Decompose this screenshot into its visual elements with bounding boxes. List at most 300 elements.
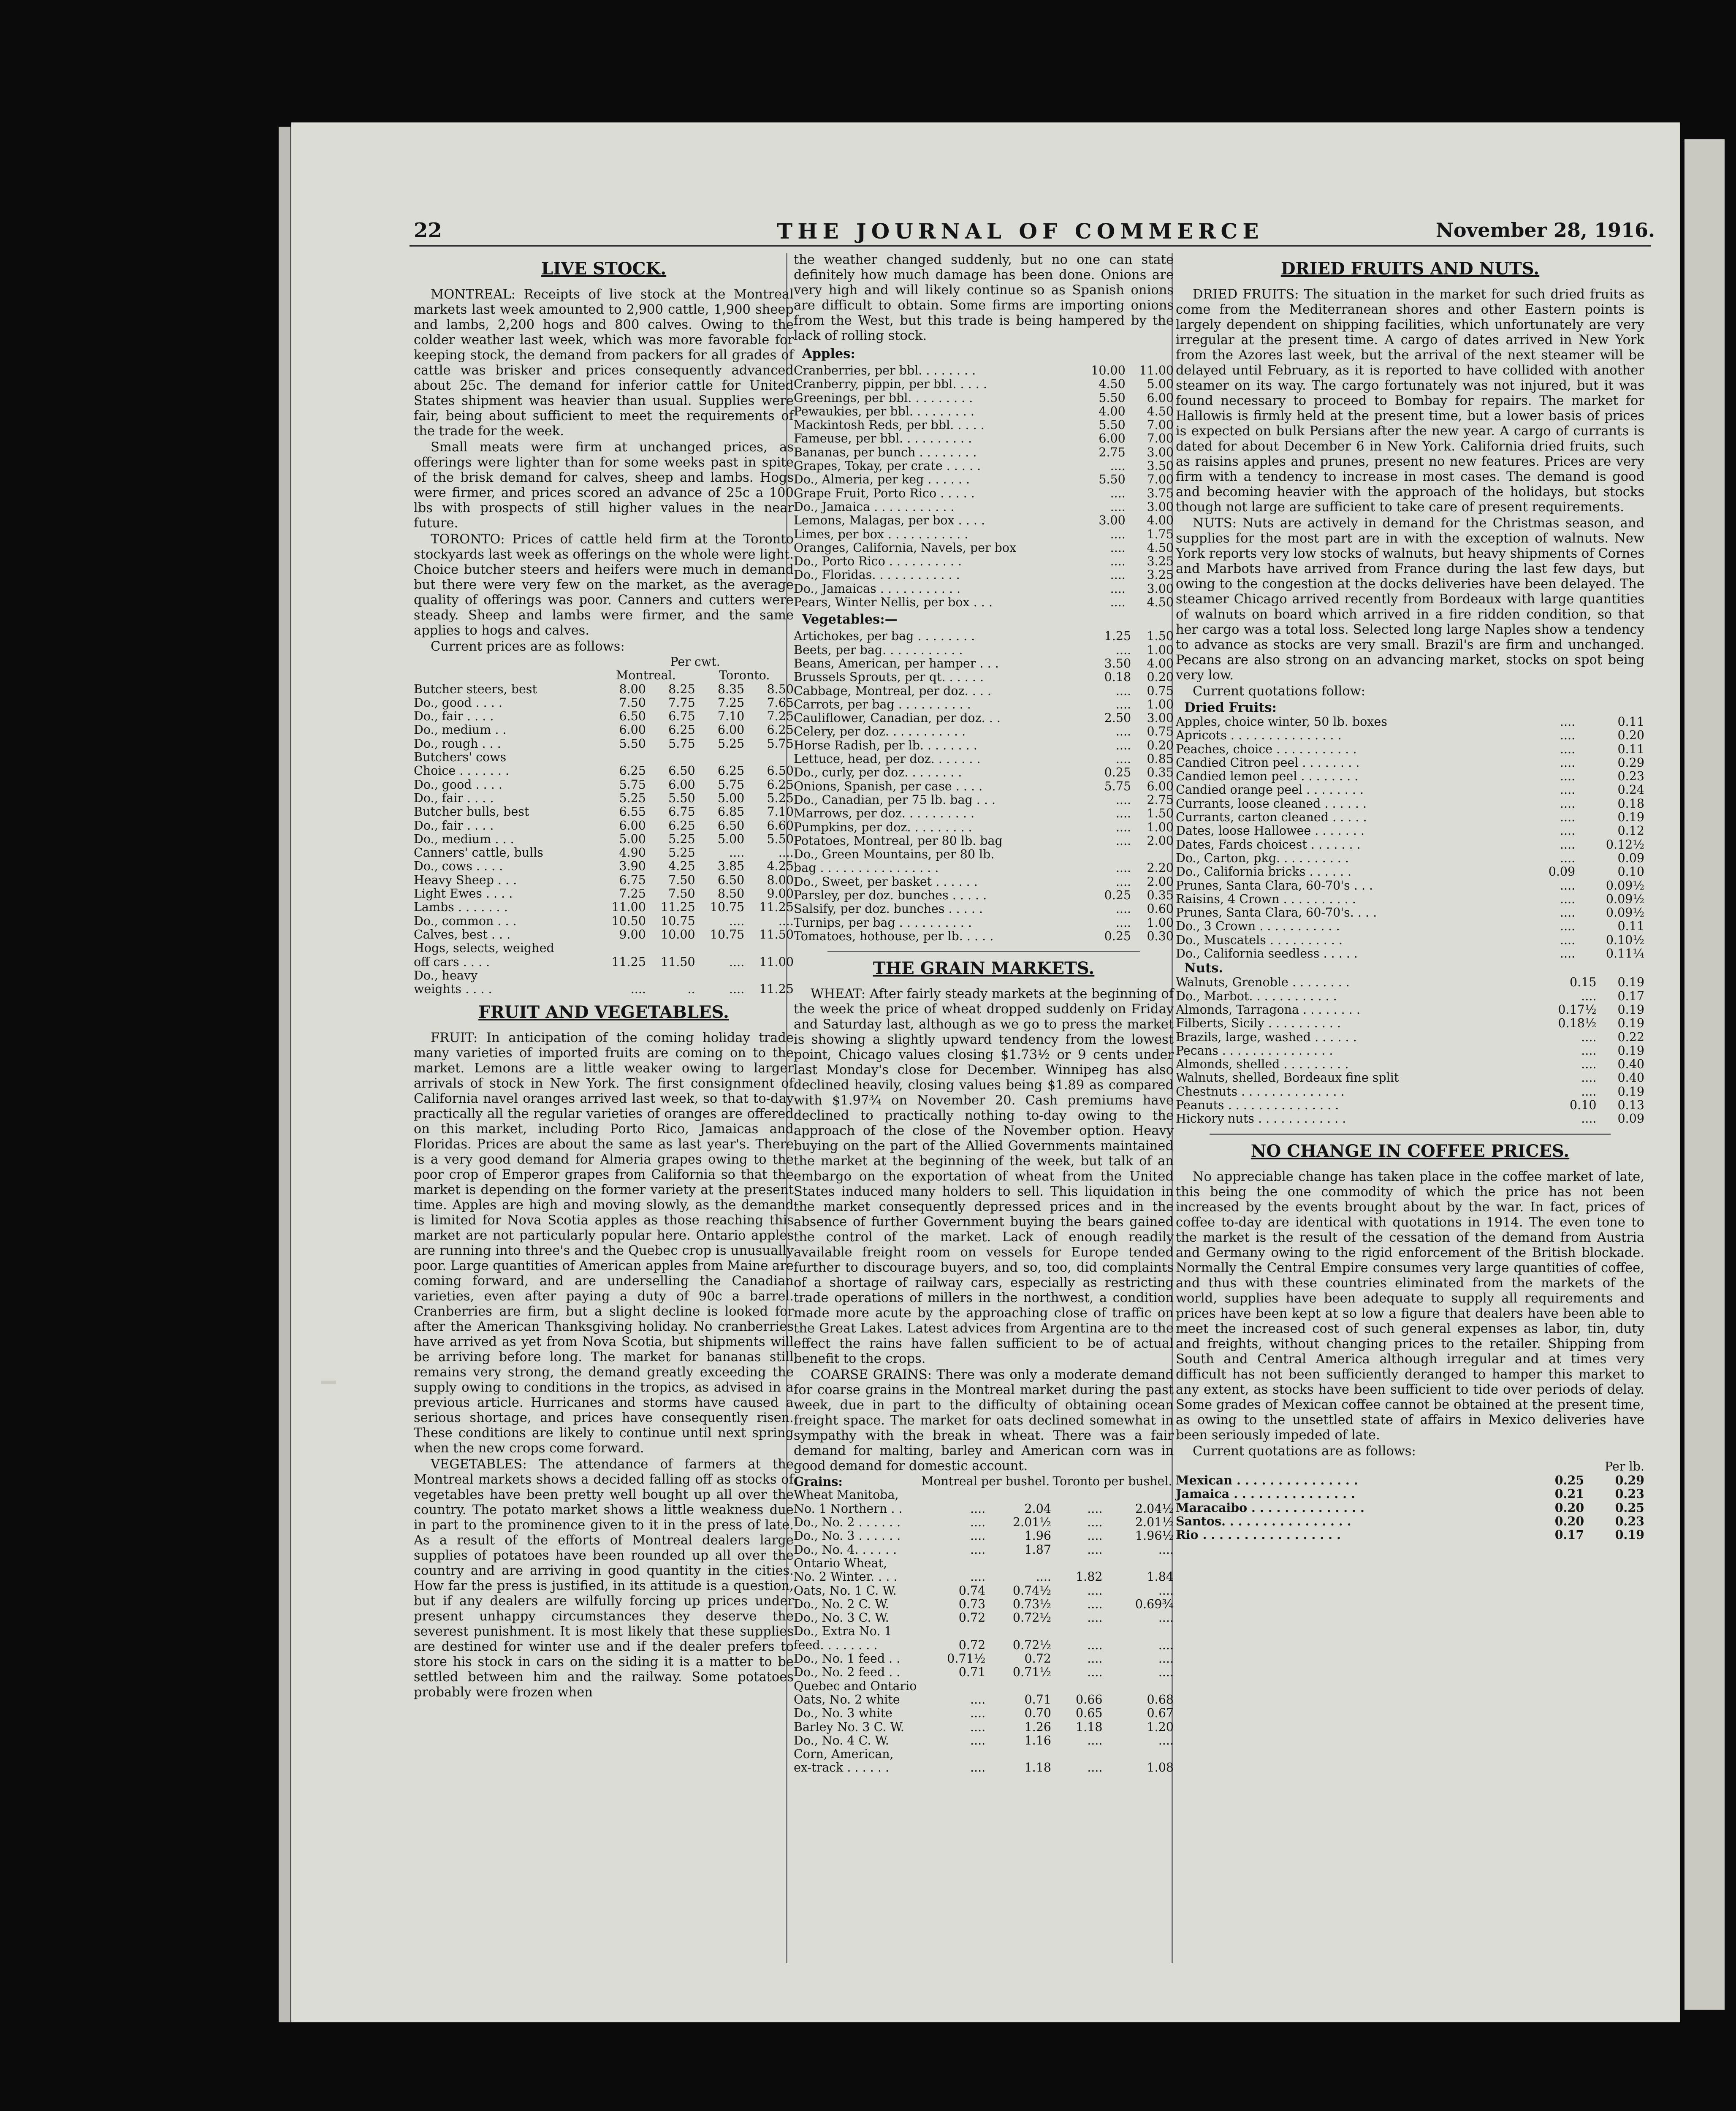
price-cell (1051, 1488, 1103, 1502)
price-cell: 1.84 (1147, 1570, 1174, 1584)
item-label: Beans, American, per hamper . . . (794, 656, 999, 670)
grain-row (794, 1516, 1174, 1529)
price-cell: .... (1087, 1733, 1103, 1747)
livestock-row (414, 969, 794, 982)
item-label: No. 1 Northern . . (794, 1501, 903, 1516)
price-cell (695, 942, 745, 955)
item-label: Do., medium . . (414, 723, 507, 737)
livestock-row (414, 737, 794, 751)
price-cell: 0.17 (1617, 989, 1644, 1003)
grain-row (794, 1707, 1174, 1720)
price-cell: .... (1115, 738, 1131, 752)
livestock-row (414, 955, 794, 969)
price-cell: 0.71½ (1012, 1665, 1051, 1680)
price-cell: .... (1581, 1084, 1597, 1099)
item-label: off cars . . . . (414, 955, 490, 969)
quotations-intro: Current quotations follow: (1193, 684, 1366, 699)
price-cell: 7.50 (668, 887, 695, 901)
item-label: Lettuce, head, per doz. . . . . . . (794, 752, 981, 766)
livestock-paragraph: Current prices are as follows: (431, 639, 625, 654)
price-cell: .... (1158, 1652, 1174, 1666)
price-cell (1131, 848, 1174, 861)
price-cell: .... (1115, 752, 1131, 766)
item-label: Do., California seedless . . . . . (1176, 947, 1358, 961)
price-cell: 1.08 (1147, 1761, 1174, 1775)
price-cell: .... (1110, 595, 1126, 610)
price-cell: 0.09½ (1606, 906, 1644, 920)
nut-row (1176, 1085, 1644, 1099)
item-label: Candied lemon peel . . . . . . . . (1176, 769, 1359, 784)
price-cell: 5.25 (717, 736, 745, 751)
vegetable-row (794, 725, 1174, 738)
livestock-row (414, 751, 794, 764)
price-cell: 0.29 (1617, 755, 1644, 770)
livestock-row (414, 887, 794, 901)
coffee-price-table (1176, 1460, 1644, 1542)
livestock-row (414, 778, 794, 792)
price-cell: 10.00 (1091, 364, 1126, 377)
dried-fruit-row (1176, 879, 1644, 893)
price-cell (985, 1557, 1051, 1570)
price-cell: 10.75 (710, 900, 745, 914)
price-cell: 0.19 (1617, 1043, 1644, 1058)
apples-row (794, 541, 1174, 555)
item-label: Do., Extra No. 1 (794, 1624, 892, 1639)
livestock-row (414, 723, 794, 737)
price-cell: .... (1560, 933, 1576, 947)
price-cell: 10.75 (661, 914, 695, 928)
item-label: Do., 3 Crown . . . . . . . . . . . (1176, 919, 1340, 933)
livestock-paragraph: MONTREAL: Receipts of live stock at the Montreal markets last week amounted to 2,900 cattle, 1,900 sheep and lambs, 2,200 hogs and 800 calves. Owing to the colder weather last week, which was more favorable for keeping stock, the demand from packers for all grades of cattle was brisker and prices consequently advanced about 25c. The demand for inferior cattle for United States shipment was heavier than usual. Supplies were fair, being about sufficient to meet the requirements of the trade for the week. (414, 287, 794, 439)
price-cell: .... (1158, 1611, 1174, 1625)
price-cell: .... (778, 914, 794, 928)
price-cell: 0.12½ (1606, 837, 1644, 852)
price-cell: .... (1581, 1071, 1597, 1085)
price-cell (695, 969, 745, 982)
price-cell: 0.22 (1617, 1030, 1644, 1044)
price-cell: .... (1036, 1570, 1051, 1584)
left-page-edge (279, 127, 290, 2022)
price-cell: 2.00 (1147, 833, 1174, 848)
price-cell: .... (1115, 902, 1131, 916)
price-cell: 7.50 (619, 695, 646, 710)
grain-row (794, 1502, 1174, 1516)
price-cell: 5.00 (717, 791, 745, 805)
price-cell: 5.50 (1099, 472, 1126, 487)
price-cell: 7.65 (767, 695, 794, 710)
grain-row (794, 1693, 1174, 1707)
item-label: Celery, per doz. . . . . . . . . . . (794, 724, 966, 739)
page-number: 22 (414, 219, 442, 242)
montreal-header: Montreal per bushel. (921, 1474, 1050, 1489)
price-cell: 4.90 (619, 846, 646, 860)
apples-row (794, 596, 1174, 609)
grain-row (794, 1720, 1174, 1734)
price-cell: 7.50 (668, 873, 695, 887)
item-label: Lambs . . . . . . . (414, 900, 508, 914)
price-cell: 0.20 (1147, 670, 1174, 684)
apples-row (794, 405, 1174, 418)
coffee-row (1176, 1501, 1644, 1514)
price-cell (1051, 1557, 1103, 1570)
montreal-header: Montreal. (616, 668, 676, 683)
price-cell: .... (1560, 769, 1576, 784)
item-label: Light Ewes . . . . (414, 887, 513, 901)
section-divider (1210, 1134, 1611, 1135)
livestock-price-table (414, 655, 794, 996)
grain-row (794, 1488, 1174, 1502)
price-cell: 1.96½ (1135, 1529, 1174, 1543)
price-cell: 11.50 (759, 927, 794, 942)
item-label: Apples, choice winter, 50 lb. boxes (1176, 715, 1387, 729)
price-cell: 7.25 (717, 695, 745, 710)
price-cell: 0.30 (1147, 929, 1174, 943)
price-cell: .... (1115, 792, 1131, 807)
price-cell: 2.50 (1104, 711, 1131, 725)
price-cell: 4.50 (1099, 377, 1126, 391)
nut-row (1176, 1003, 1644, 1017)
price-cell: 0.24 (1617, 783, 1644, 797)
item-label: Hickory nuts . . . . . . . . . . . . (1176, 1112, 1346, 1126)
price-cell: 4.25 (767, 859, 794, 874)
item-label: No. 2 Winter. . . . (794, 1570, 898, 1584)
coffee-quotations-intro: Current quotations are as follows: (1193, 1444, 1416, 1459)
dried-fruits-heading: DRIED FRUITS AND NUTS. (1280, 259, 1540, 279)
price-cell: .... (1087, 1597, 1103, 1611)
apples-row (794, 364, 1174, 377)
grain-row (794, 1761, 1174, 1775)
price-cell: 6.75 (668, 709, 695, 724)
grain-row (794, 1570, 1174, 1584)
price-cell: 0.72 (1024, 1652, 1051, 1666)
price-cell: 6.50 (717, 873, 745, 887)
price-cell: 8.00 (619, 682, 646, 696)
price-cell: 5.50 (619, 736, 646, 751)
livestock-row (414, 928, 794, 942)
livestock-paragraph: TORONTO: Prices of cattle held firm at the Toronto stockyards last week as offerings on the whole were light. Choice butcher steers and heifers were much in demand but there were very few on the market, as the average quality of offerings was poor. Canners and cutters were steady. Sheep and lambs were firmer, and the same applies to hogs and calves. (414, 532, 794, 638)
price-cell: 0.25 (1104, 888, 1131, 902)
dried-fruits-paragraph: DRIED FRUITS: The situation in the market for such dried fruits as come from the Mediterranean shores and other Eastern points is largely dependent on shipping facilities, which unfortunately are very irregular at the present time. A cargo of dates arrived in New York from the Azores last week, but the arrival of the next steamer will be delayed until February, as it is reported to have collided with another steamer on its way. The cargo fortunately was not injured, but it was found necessary to proceed to Bombay for repairs. The market for Hallowis is firmly held at the present time, but a lower basis of prices is expected on bulk Persians after the new year. A cargo of currants is dated for about December 6 in New York. California dried fruits, such as raisins apples and prunes, present no new features. Prices are very firm with a tendency to increase in most cases. The demand is good and becoming heavier with the approach of the holidays, but stocks though not large are sufficient to take care of present requirements. (1176, 287, 1644, 515)
item-label: Oranges, California, Navels, per box (794, 540, 1017, 555)
price-cell: 8.00 (767, 873, 794, 887)
price-cell: 1.82 (1076, 1570, 1103, 1584)
price-cell: .... (1110, 486, 1126, 500)
price-cell: 3.00 (1147, 499, 1174, 514)
price-cell: 5.50 (668, 791, 695, 805)
price-cell: .... (1581, 1030, 1597, 1044)
adjacent-page-edge (1684, 139, 1725, 2010)
grain-row (794, 1652, 1174, 1666)
vegetable-row (794, 807, 1174, 820)
price-cell: 6.50 (619, 709, 646, 724)
price-cell: 1.18 (1076, 1720, 1103, 1734)
price-cell: 9.00 (619, 927, 646, 942)
fruit-heading: FRUIT AND VEGETABLES. (478, 1002, 729, 1023)
dried-fruit-row (1176, 947, 1644, 961)
price-cell (920, 1625, 985, 1638)
coffee-paragraph: No appreciable change has taken place in the coffee market of late, this being the one commodity of which the price has not been increased by the events brought about by the war. In fact, prices of coffee to-day are identical with quotations in 1914. The even tone to the market is the result of the cessation of the demand from Austria and Germany owing to the rigid enforcement of the British blockade. Normally the Central Empire consumes very large quantities of coffee, and thus with these countries eliminated from the markets of the world, supplies have been adequate to supply all requirements and prices have been kept at so low a figure that dealers have been able to meet the increased cost of such general expenses as labor, tin, duty and freights, without changing prices to the retailer. Shipping from South and Central America although irregular and at times very difficult has not been sufficiently deranged to hamper this market to any extent, as stocks have been sufficient to tide over periods of delay. Some grades of Mexican coffee cannot be obtained at the present time, as owing to the unsettled state of affairs in Mexico deliveries have been seriously impeded of late. (1176, 1169, 1644, 1443)
vegetable-row (794, 643, 1174, 657)
price-cell: 6.50 (668, 764, 695, 778)
item-label: Wheat Manitoba, (794, 1488, 899, 1502)
grain-paragraph: WHEAT: After fairly steady markets at the beginning of the week the price of wheat dropped suddenly on Friday and Saturday last, although as we go to press the market is showing a slightly upward tendency from the lowest point, Chicago values closing $1.73½ or 9 cents under last Monday's close for December. Winnipeg has also declined heavily, closing values being $1.89 as compared with $1.97¾ on November 20. Cash premiums have declined to practically nothing to-day owing to the approach of the close of the November option. Heavy buying on the part of the Allied Governments maintained the market at the beginning of the week, but talk of an embargo on the exportation of wheat from the United States induced many holders to sell. This liquidation in the market consequently depressed prices and in the absence of further Government buying the bears gained the control of the market. Lack of enough readily available freight room on vessels for Europe tended further to discourage buyers, and so, too, did complaints of a shortage of railway cars, especially as restricting trade operations of millers in the northwest, a condition made more acute by the approaching close of traffic on the Great Lakes. Latest advices from Argentina are to the effect the rains have fallen sufficient to be of actual benefit to the crops. (794, 987, 1174, 1367)
dried-fruit-row (1176, 920, 1644, 933)
price-cell: 2.04 (1024, 1501, 1051, 1516)
item-label: Do., fair . . . . (414, 791, 494, 805)
price-cell: .... (1560, 947, 1576, 961)
price-cell: 6.60 (767, 818, 794, 833)
price-cell: 0.20 (1617, 728, 1644, 743)
price-cell: 3.25 (1147, 568, 1174, 582)
item-label: Almonds, shelled . . . . . . . . . (1176, 1057, 1349, 1072)
grain-row (794, 1598, 1174, 1611)
item-label: Do., Floridas. . . . . . . . . . . . (794, 568, 960, 582)
apples-row (794, 528, 1174, 541)
price-cell: 0.11¼ (1606, 947, 1644, 961)
price-cell: 5.50 (1099, 418, 1126, 432)
item-label: Cauliflower, Canadian, per doz. . . (794, 711, 1001, 725)
coffee-heading: NO CHANGE IN COFFEE PRICES. (1250, 1141, 1570, 1161)
price-cell: 0.72 (958, 1611, 986, 1625)
price-cell: 0.40 (1617, 1071, 1644, 1085)
apples-row (794, 432, 1174, 445)
nut-row (1176, 1031, 1644, 1044)
livestock-row (414, 696, 794, 710)
price-cell: 0.18 (1617, 796, 1644, 811)
dried-fruit-row (1176, 933, 1644, 947)
apples-row (794, 568, 1174, 582)
price-cell: 6.00 (1099, 431, 1126, 446)
price-cell: .... (1087, 1611, 1103, 1625)
vegetables-paragraph: VEGETABLES: The attendance of farmers at the Montreal markets shows a decided falling off as stocks of vegetables have been pretty well bought up all over the country. The potato market shows a little weakness due in part to the prominence given to it in the press of late. As a result of the efforts of Montreal dealers large supplies of potatoes have been rounded up all over the country and are arriving in good quantity in the cities. How far the press is justified, in its attitude is a question, but if any dealers are wilfully forcing up prices under present unhappy circumstances they deserve the severest punishment. It is most likely that these supplies are destined for winter use and if the dealer prefers to store his stock in cars on the siding it is a matter to be settled between him and the railway. Some potatoes probably were frozen when (414, 1457, 794, 1700)
grains-header: Grains: (794, 1474, 843, 1489)
price-cell: 6.55 (619, 805, 646, 819)
price-cell: 6.25 (619, 764, 646, 778)
vegetable-row (794, 861, 1174, 875)
price-cell: .... (1087, 1542, 1103, 1557)
item-label: Filberts, Sicily . . . . . . . . . . (1176, 1016, 1341, 1031)
item-label: Jamaica . . . . . . . . . . . . . . . (1176, 1487, 1355, 1501)
price-cell: .... (970, 1501, 986, 1516)
vegetable-row (794, 902, 1174, 916)
price-cell: .... (1560, 892, 1576, 906)
item-label: Almonds, Tarragona . . . . . . . . (1176, 1002, 1360, 1017)
price-cell: 10.00 (661, 927, 695, 942)
item-label: Do., medium . . . (414, 832, 514, 846)
issue-date: November 28, 1916. (1435, 219, 1655, 241)
price-cell: .... (1110, 499, 1126, 514)
price-cell: 0.25 (1554, 1473, 1584, 1487)
item-label: Do., Muscatels . . . . . . . . . . (1176, 933, 1343, 947)
livestock-row (414, 860, 794, 873)
apples-row (794, 487, 1174, 500)
price-cell: 8.50 (767, 682, 794, 696)
grain-row (794, 1666, 1174, 1679)
item-label: Pears, Winter Nellis, per box . . . (794, 595, 993, 610)
item-label: Artichokes, per bag . . . . . . . . (794, 629, 975, 643)
item-label: Brazils, large, washed . . . . . . (1176, 1030, 1357, 1044)
item-label: Do., No. 3 . . . . . . (794, 1529, 901, 1543)
price-cell: 11.25 (759, 900, 794, 914)
price-cell: .... (1560, 837, 1576, 852)
price-cell: 0.29 (1615, 1473, 1644, 1487)
price-cell: 4.00 (1147, 513, 1174, 528)
price-cell: .... (1158, 1733, 1174, 1747)
price-cell: 2.04½ (1135, 1501, 1174, 1516)
price-cell: .... (1560, 715, 1576, 729)
item-label: Do., Carton, pkg. . . . . . . . . . (1176, 851, 1349, 865)
price-cell: 5.00 (1147, 377, 1174, 391)
price-cell: 0.23 (1615, 1514, 1644, 1528)
price-cell: 0.69¾ (1135, 1597, 1174, 1611)
item-label: Turnips, per bag . . . . . . . . . . (794, 915, 972, 930)
price-cell: 6.50 (767, 764, 794, 778)
price-cell: 0.09 (1617, 1112, 1644, 1126)
vegetable-row (794, 834, 1174, 848)
price-cell: .... (970, 1570, 986, 1584)
price-cell: 0.35 (1147, 765, 1174, 780)
price-cell: 0.74 (958, 1583, 986, 1598)
dried-fruits-table (1176, 715, 1644, 961)
item-label: Walnuts, shelled, Bordeaux fine split (1176, 1071, 1399, 1085)
item-label: Do., fair . . . . (414, 818, 494, 833)
item-label: Lemons, Malagas, per box . . . . (794, 513, 985, 528)
price-cell: .... (1158, 1638, 1174, 1652)
item-label: Calves, best . . . (414, 927, 511, 942)
price-cell: 4.50 (1147, 595, 1174, 610)
price-cell: 0.35 (1147, 888, 1174, 902)
price-cell: 0.72½ (1012, 1611, 1051, 1625)
livestock-heading: LIVE STOCK. (541, 259, 667, 279)
price-cell (744, 942, 794, 955)
item-label: Chestnuts . . . . . . . . . . . . . . (1176, 1084, 1345, 1099)
price-cell: 2.01½ (1135, 1515, 1174, 1530)
item-label: Do., California bricks . . . . . . (1176, 865, 1352, 879)
item-label: Pumpkins, per doz. . . . . . . . . (794, 820, 972, 834)
price-cell: 1.18 (1024, 1761, 1051, 1775)
nut-row (1176, 1099, 1644, 1112)
item-label: Dates, Fards choicest . . . . . . . (1176, 837, 1361, 852)
item-label: bag . . . . . . . . . . . . . . . . (794, 861, 939, 875)
item-label: Currants, loose cleaned . . . . . . (1176, 796, 1367, 811)
price-cell: 3.50 (1147, 459, 1174, 473)
price-cell: 1.50 (1147, 629, 1174, 643)
price-cell: 6.00 (619, 818, 646, 833)
price-cell: 7.25 (619, 887, 646, 901)
item-label: Santos. . . . . . . . . . . . . . . . (1176, 1514, 1351, 1528)
dried-fruits-label: Dried Fruits: (1184, 700, 1277, 715)
price-cell: .... (1560, 810, 1576, 825)
nut-row (1176, 1044, 1644, 1058)
price-cell: .... (1581, 1112, 1597, 1126)
price-cell: 2.75 (1147, 792, 1174, 807)
price-cell: 2.00 (1147, 874, 1174, 889)
vegetables-table (794, 630, 1174, 943)
price-cell: .... (1087, 1501, 1103, 1516)
price-cell: 0.75 (1147, 684, 1174, 698)
price-cell: .... (1115, 724, 1131, 739)
price-cell: 7.00 (1147, 418, 1174, 432)
price-cell: 11.25 (759, 982, 794, 996)
price-cell: 11.00 (611, 900, 646, 914)
price-cell: .... (1087, 1583, 1103, 1598)
price-cell: .... (970, 1761, 986, 1775)
grain-row (794, 1557, 1174, 1570)
apples-row (794, 446, 1174, 459)
price-cell: 1.16 (1024, 1733, 1051, 1747)
vegetable-row (794, 875, 1174, 889)
price-cell: .... (1560, 851, 1576, 865)
vegetable-row (794, 793, 1174, 807)
price-cell: 0.20 (1554, 1500, 1584, 1515)
price-cell: .... (1581, 1043, 1597, 1058)
price-cell: .... (970, 1529, 986, 1543)
nut-row (1176, 976, 1644, 989)
journal-page (405, 203, 1655, 2022)
price-cell: 6.25 (767, 777, 794, 792)
price-cell: 7.00 (1147, 472, 1174, 487)
item-label: Do., Jamaica . . . . . . . . . . . (794, 499, 955, 514)
item-label: Candied orange peel . . . . . . . . (1176, 783, 1364, 797)
price-cell: .... (1560, 919, 1576, 933)
coffee-row (1176, 1514, 1644, 1528)
price-cell: 1.96 (1024, 1529, 1051, 1543)
price-cell (920, 1557, 985, 1570)
dried-fruit-row (1176, 770, 1644, 783)
price-cell: 0.72½ (1012, 1638, 1051, 1652)
apples-row (794, 391, 1174, 405)
vegetables-label: Vegetables:— (802, 612, 898, 627)
price-cell: .... (1158, 1542, 1174, 1557)
section-divider (827, 951, 1140, 952)
grain-price-table (794, 1475, 1174, 1775)
vegetable-row (794, 684, 1174, 698)
price-cell (920, 1747, 985, 1761)
grain-row (794, 1747, 1174, 1761)
item-label: Greenings, per bbl. . . . . . . . . (794, 391, 973, 405)
item-label: Do., No. 2 . . . . . . (794, 1515, 901, 1530)
coffee-row (1176, 1473, 1644, 1487)
price-cell: .... (970, 1692, 986, 1707)
nut-row (1176, 990, 1644, 1003)
price-cell (1102, 1747, 1174, 1761)
price-cell: 11.50 (661, 955, 695, 969)
dried-fruit-row (1176, 783, 1644, 797)
price-cell: 0.25 (1104, 765, 1131, 780)
price-cell: 0.65 (1076, 1706, 1103, 1720)
livestock-row (414, 914, 794, 928)
price-cell: .... (970, 1515, 986, 1530)
item-label: Oats, No. 2 white (794, 1692, 900, 1707)
price-cell: 0.75 (1147, 724, 1174, 739)
item-label: Mackintosh Reds, per bbl. . . . . (794, 418, 985, 432)
price-cell: .... (1115, 861, 1131, 875)
column-2 (794, 252, 1174, 1775)
price-cell: .... (1110, 568, 1126, 582)
price-cell: .... (1115, 806, 1131, 821)
apples-row (794, 459, 1174, 473)
dried-fruit-row (1176, 756, 1644, 770)
price-cell: 0.11 (1617, 715, 1644, 729)
price-cell: 5.25 (668, 832, 695, 846)
livestock-row (414, 710, 794, 723)
price-cell: 6.00 (668, 777, 695, 792)
price-cell: 0.19 (1617, 810, 1644, 825)
price-cell: 0.13 (1617, 1098, 1644, 1112)
price-cell: 1.00 (1147, 697, 1174, 711)
nut-row (1176, 1017, 1644, 1030)
apples-row (794, 582, 1174, 596)
